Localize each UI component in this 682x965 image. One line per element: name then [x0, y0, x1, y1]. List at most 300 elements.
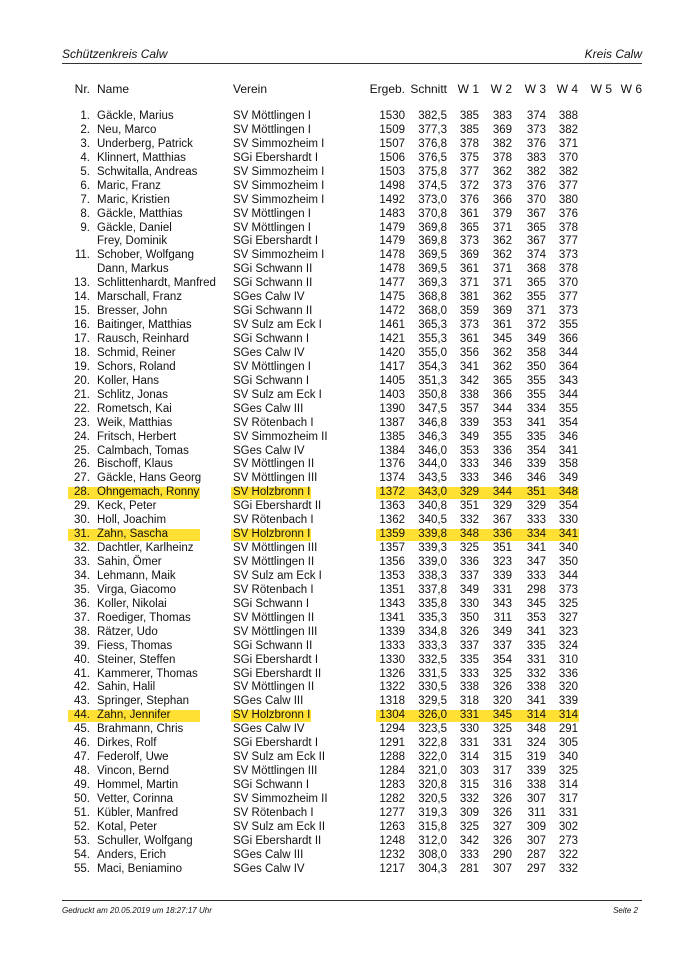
- cell-schnitt: 339,8: [418, 528, 447, 541]
- cell-nr: 48.: [74, 765, 90, 778]
- cell-w3: 331: [526, 653, 546, 666]
- cell-w3: 287: [526, 848, 546, 861]
- cell-name: Fiess, Thomas: [97, 639, 173, 652]
- table-row: [0, 235, 682, 249]
- table-row: [0, 681, 682, 695]
- cell-w4: 350: [558, 556, 578, 568]
- table-row: [0, 124, 682, 138]
- cell-w4: 327: [558, 611, 578, 624]
- cell-ergeb: 1333: [379, 639, 405, 652]
- cell-w1: 369: [459, 249, 479, 262]
- cell-verein: SV Simmozheim II: [233, 430, 328, 443]
- cell-ergeb: 1277: [379, 806, 405, 819]
- cell-nr: 15.: [74, 305, 90, 318]
- cell-verein: SV Simmozheim II: [233, 792, 328, 805]
- cell-name: Sahin, Halil: [97, 681, 156, 694]
- cell-nr: 52.: [74, 820, 90, 833]
- cell-schnitt: 355,3: [418, 333, 447, 345]
- cell-nr: 47.: [74, 751, 90, 764]
- cell-verein: SV Rötenbach I: [233, 806, 314, 819]
- cell-w3: 345: [526, 597, 546, 610]
- cell-w2: 371: [492, 263, 512, 276]
- cell-w4: 370: [558, 277, 578, 290]
- cell-ergeb: 1353: [379, 569, 405, 582]
- header-divider: [62, 63, 642, 64]
- cell-ergeb: 1421: [379, 333, 405, 345]
- table-row: [0, 765, 682, 779]
- cell-w1: 373: [459, 319, 479, 332]
- cell-schnitt: 329,5: [418, 695, 447, 708]
- cell-w2: 361: [492, 319, 512, 332]
- cell-w1: 330: [459, 723, 479, 736]
- cell-schnitt: 365,3: [418, 319, 447, 332]
- table-row: [0, 180, 682, 194]
- cell-name: Kotal, Peter: [97, 820, 158, 833]
- cell-w2: 351: [492, 542, 512, 555]
- cell-verein: SGes Calw IV: [233, 346, 305, 359]
- col-w1: W 1: [457, 82, 479, 96]
- cell-ergeb: 1341: [379, 611, 405, 624]
- cell-nr: 1.: [80, 110, 90, 122]
- cell-w1: 381: [459, 291, 479, 304]
- cell-w4: 354: [558, 500, 578, 513]
- cell-nr: 9.: [80, 221, 90, 234]
- cell-w2: 337: [492, 639, 512, 652]
- cell-w4: 324: [558, 639, 578, 652]
- cell-w1: 333: [459, 472, 479, 485]
- cell-w2: 354: [492, 653, 512, 666]
- cell-name: Brahmann, Chris: [97, 723, 184, 736]
- cell-schnitt: 369,3: [418, 277, 447, 290]
- cell-verein: SV Möttlingen I: [233, 207, 311, 220]
- cell-w4: 382: [558, 123, 578, 136]
- cell-verein: SGi Schwann I: [233, 333, 310, 345]
- cell-w1: 314: [459, 751, 479, 764]
- cell-schnitt: 322,8: [418, 737, 447, 750]
- cell-nr: 35.: [74, 583, 90, 596]
- cell-w3: 319: [526, 751, 546, 764]
- cell-w3: 338: [526, 779, 546, 791]
- cell-schnitt: 331,5: [418, 667, 447, 680]
- cell-verein: SV Möttlingen II: [233, 458, 315, 471]
- cell-verein: SV Simmozheim I: [233, 249, 325, 262]
- col-verein: Verein: [233, 82, 268, 96]
- cell-w3: 365: [526, 277, 546, 290]
- cell-name: Anders, Erich: [97, 848, 167, 861]
- table-row: [0, 375, 682, 389]
- cell-w4: 339: [558, 695, 578, 708]
- cell-schnitt: 369,8: [418, 235, 447, 248]
- cell-w1: 375: [459, 151, 479, 164]
- cell-name: Zahn, Sascha: [97, 528, 168, 541]
- cell-w4: 340: [558, 542, 578, 555]
- cell-w3: 376: [526, 137, 546, 150]
- cell-name: Schmid, Reiner: [97, 346, 176, 359]
- cell-schnitt: 369,5: [418, 263, 447, 276]
- cell-ergeb: 1232: [379, 848, 405, 861]
- cell-w3: 333: [526, 569, 546, 582]
- cell-w1: 377: [459, 165, 479, 178]
- cell-schnitt: 343,0: [418, 486, 447, 499]
- cell-name: Rätzer, Udo: [97, 625, 158, 638]
- cell-verein: SGi Ebershardt II: [233, 500, 322, 513]
- cell-name: Springer, Stephan: [97, 695, 190, 708]
- cell-w1: 365: [459, 221, 479, 234]
- cell-name: Kammerer, Thomas: [97, 667, 198, 680]
- cell-w2: 365: [492, 374, 512, 387]
- table-row: [0, 222, 682, 236]
- table-row: [0, 849, 682, 863]
- cell-w3: 341: [526, 416, 546, 429]
- cell-ergeb: 1478: [379, 249, 405, 262]
- cell-w2: 326: [492, 806, 512, 819]
- cell-nr: 43.: [74, 695, 90, 708]
- cell-nr: 22.: [74, 402, 90, 415]
- cell-w4: 322: [558, 848, 578, 861]
- cell-w3: 334: [526, 528, 546, 541]
- cell-w1: 332: [459, 792, 479, 805]
- cell-verein: SGi Schwann II: [233, 305, 313, 318]
- cell-ergeb: 1288: [379, 751, 405, 764]
- cell-verein: SGi Schwann II: [233, 263, 313, 276]
- cell-name: Baitinger, Matthias: [97, 319, 192, 332]
- cell-w3: 338: [526, 681, 546, 694]
- cell-schnitt: 355,0: [418, 346, 447, 359]
- cell-verein: SV Rötenbach I: [233, 514, 314, 527]
- cell-w1: 318: [459, 695, 479, 708]
- cell-w4: 302: [558, 820, 578, 833]
- cell-ergeb: 1374: [379, 472, 405, 485]
- cell-w3: 382: [526, 165, 546, 178]
- cell-verein: SV Sulz am Eck I: [233, 319, 322, 332]
- col-name: Name: [97, 82, 130, 96]
- cell-nr: 4.: [80, 151, 90, 164]
- table-row: [0, 528, 682, 542]
- table-row: [0, 138, 682, 152]
- cell-verein: SV Möttlingen I: [233, 123, 311, 136]
- cell-ergeb: 1248: [379, 834, 405, 847]
- cell-w1: 332: [459, 514, 479, 527]
- cell-w1: 337: [459, 639, 479, 652]
- cell-w3: 367: [526, 207, 546, 220]
- cell-verein: SGi Ebershardt I: [233, 737, 319, 750]
- cell-ergeb: 1506: [379, 151, 405, 164]
- cell-w3: 347: [526, 556, 546, 568]
- table-row: [0, 723, 682, 737]
- table-row: [0, 542, 682, 556]
- cell-w3: 332: [526, 667, 546, 680]
- cell-ergeb: 1498: [379, 179, 405, 192]
- cell-w1: 335: [459, 653, 479, 666]
- cell-w2: 382: [492, 137, 512, 150]
- cell-w2: 326: [492, 681, 512, 694]
- cell-verein: SGi Ebershardt I: [233, 653, 319, 666]
- cell-w1: 333: [459, 667, 479, 680]
- cell-w4: 366: [558, 333, 578, 345]
- cell-w2: 331: [492, 583, 512, 596]
- cell-schnitt: 375,8: [418, 165, 447, 178]
- cell-schnitt: 321,0: [418, 765, 447, 778]
- cell-w4: 354: [558, 416, 578, 429]
- cell-nr: 30.: [74, 514, 90, 527]
- cell-nr: 18.: [74, 346, 90, 359]
- cell-w4: 314: [558, 709, 578, 722]
- cell-ergeb: 1363: [379, 500, 405, 513]
- cell-schnitt: 376,8: [418, 137, 447, 150]
- cell-w1: 333: [459, 458, 479, 471]
- cell-w1: 372: [459, 179, 479, 192]
- cell-w2: 344: [492, 402, 512, 415]
- table-row: [0, 305, 682, 319]
- cell-name: Holl, Joachim: [97, 514, 167, 527]
- cell-w1: 303: [459, 765, 479, 778]
- cell-w4: 373: [558, 305, 578, 318]
- cell-nr: 20.: [74, 374, 90, 387]
- cell-name: Roediger, Thomas: [97, 611, 191, 624]
- cell-name: Keck, Peter: [97, 500, 157, 513]
- header-association: Schützenkreis Calw: [62, 47, 168, 61]
- cell-w1: 376: [459, 193, 479, 206]
- cell-ergeb: 1339: [379, 625, 405, 638]
- cell-w4: 349: [558, 472, 578, 485]
- cell-w3: 329: [526, 500, 546, 513]
- cell-schnitt: 346,0: [418, 444, 447, 457]
- cell-ergeb: 1509: [379, 123, 405, 136]
- cell-w2: 366: [492, 388, 512, 401]
- cell-ergeb: 1282: [379, 792, 405, 805]
- cell-w3: 358: [526, 346, 546, 359]
- cell-ergeb: 1376: [379, 458, 405, 471]
- cell-verein: SV Holzbronn I: [233, 709, 311, 722]
- col-w3: W 3: [524, 82, 546, 96]
- table-row: [0, 668, 682, 682]
- cell-ergeb: 1385: [379, 430, 405, 443]
- cell-verein: SGi Schwann II: [233, 277, 313, 290]
- cell-w1: 309: [459, 806, 479, 819]
- cell-w1: 385: [459, 110, 479, 122]
- cell-w1: 315: [459, 779, 479, 791]
- cell-schnitt: 333,3: [418, 639, 447, 652]
- cell-schnitt: 373,0: [418, 193, 447, 206]
- cell-name: Klinnert, Matthias: [97, 151, 186, 164]
- col-ergeb: Ergeb.: [369, 82, 405, 96]
- cell-w3: 355: [526, 388, 546, 401]
- cell-verein: SGi Ebershardt I: [233, 151, 319, 164]
- cell-name: Schors, Roland: [97, 360, 176, 373]
- cell-ergeb: 1384: [379, 444, 405, 457]
- cell-verein: SGi Ebershardt II: [233, 667, 322, 680]
- cell-schnitt: 312,0: [418, 834, 447, 847]
- cell-nr: 46.: [74, 737, 90, 750]
- cell-w1: 329: [459, 486, 479, 499]
- cell-ergeb: 1503: [379, 165, 405, 178]
- cell-w3: 348: [526, 723, 546, 736]
- cell-w1: 333: [459, 848, 479, 861]
- cell-nr: 8.: [80, 207, 90, 220]
- cell-name: Gäckle, Matthias: [97, 207, 183, 220]
- cell-schnitt: 335,3: [418, 611, 447, 624]
- col-w4: W 4: [556, 82, 578, 96]
- cell-nr: 37.: [74, 611, 90, 624]
- cell-w3: 334: [526, 402, 546, 415]
- cell-ergeb: 1356: [379, 556, 405, 568]
- cell-w2: 353: [492, 416, 512, 429]
- cell-w4: 331: [558, 806, 578, 819]
- cell-nr: 26.: [74, 458, 90, 471]
- cell-w3: 309: [526, 820, 546, 833]
- cell-name: Koller, Nikolai: [97, 597, 167, 610]
- cell-nr: 34.: [74, 569, 90, 582]
- cell-schnitt: 340,8: [418, 500, 447, 513]
- cell-name: Federolf, Uwe: [97, 751, 169, 764]
- table-row: [0, 403, 682, 417]
- header-district: Kreis Calw: [584, 47, 642, 61]
- cell-w2: 311: [493, 611, 512, 624]
- cell-nr: 49.: [74, 779, 90, 791]
- cell-w3: 367: [526, 235, 546, 248]
- cell-w4: 332: [558, 862, 578, 875]
- cell-w4: 380: [558, 193, 578, 206]
- cell-verein: SV Möttlingen I: [233, 110, 311, 122]
- cell-w3: 339: [526, 458, 546, 471]
- cell-name: Virga, Giacomo: [97, 583, 177, 596]
- cell-name: Sahin, Ömer: [97, 556, 162, 568]
- cell-schnitt: 334,8: [418, 625, 447, 638]
- cell-ergeb: 1390: [379, 402, 405, 415]
- column-headers: [0, 82, 682, 97]
- col-w5: W 5: [590, 82, 612, 96]
- table-row: [0, 598, 682, 612]
- cell-w2: 307: [492, 862, 512, 875]
- cell-name: Hommel, Martin: [97, 779, 179, 791]
- col-schnitt: Schnitt: [410, 82, 447, 96]
- cell-nr: 25.: [74, 444, 90, 457]
- cell-w4: 305: [558, 737, 578, 750]
- cell-name: Neu, Marco: [97, 123, 157, 136]
- cell-w4: 310: [558, 653, 578, 666]
- cell-w4: 370: [558, 151, 578, 164]
- cell-w4: 355: [558, 319, 578, 332]
- cell-schnitt: 347,5: [418, 402, 447, 415]
- cell-nr: 14.: [74, 291, 90, 304]
- cell-w3: 372: [526, 319, 546, 332]
- cell-w1: 378: [459, 137, 479, 150]
- cell-w4: 340: [558, 751, 578, 764]
- table-row: [0, 556, 682, 570]
- cell-nr: 32.: [74, 542, 90, 555]
- cell-w2: 290: [492, 848, 512, 861]
- cell-verein: SV Möttlingen III: [233, 765, 318, 778]
- cell-w2: 362: [492, 360, 512, 373]
- cell-w1: 359: [459, 305, 479, 318]
- cell-name: Bischoff, Klaus: [97, 458, 173, 471]
- cell-name: Maric, Kristien: [97, 193, 170, 206]
- table-row: [0, 263, 682, 277]
- cell-name: Rometsch, Kai: [97, 402, 172, 415]
- cell-w2: 336: [492, 444, 512, 457]
- cell-w1: 339: [459, 416, 479, 429]
- cell-nr: 23.: [74, 416, 90, 429]
- cell-w2: 366: [492, 193, 512, 206]
- cell-w1: 325: [459, 542, 479, 555]
- cell-w1: 338: [459, 681, 479, 694]
- cell-ergeb: 1387: [379, 416, 405, 429]
- cell-nr: 41.: [74, 667, 90, 680]
- cell-verein: SV Sulz am Eck I: [233, 388, 322, 401]
- cell-w2: 378: [492, 151, 512, 164]
- cell-verein: SV Möttlingen I: [233, 360, 311, 373]
- cell-schnitt: 346,3: [418, 430, 447, 443]
- cell-nr: 40.: [74, 653, 90, 666]
- cell-nr: 31.: [74, 528, 90, 541]
- table-row: [0, 361, 682, 375]
- cell-ergeb: 1291: [379, 737, 405, 750]
- cell-nr: 39.: [74, 639, 90, 652]
- cell-ergeb: 1530: [379, 110, 405, 122]
- cell-verein: SV Sulz am Eck II: [233, 751, 326, 764]
- cell-w4: 317: [558, 792, 578, 805]
- cell-verein: SGes Calw IV: [233, 291, 305, 304]
- cell-w2: 346: [492, 472, 512, 485]
- cell-w3: 307: [526, 834, 546, 847]
- cell-ergeb: 1479: [379, 221, 405, 234]
- cell-w4: 378: [558, 263, 578, 276]
- table-row: [0, 640, 682, 654]
- cell-w3: 370: [526, 193, 546, 206]
- cell-w4: 341: [558, 444, 578, 457]
- cell-name: Vetter, Corinna: [97, 792, 174, 805]
- cell-w1: 385: [459, 123, 479, 136]
- cell-name: Schwitalla, Andreas: [97, 165, 198, 178]
- cell-w2: 343: [492, 597, 512, 610]
- table-row: [0, 654, 682, 668]
- table-row: [0, 737, 682, 751]
- table-row: [0, 431, 682, 445]
- cell-verein: SV Holzbronn I: [233, 528, 311, 541]
- cell-ergeb: 1472: [379, 305, 405, 318]
- cell-schnitt: 337,8: [418, 583, 447, 596]
- cell-verein: SV Holzbronn I: [233, 486, 311, 499]
- table-row: [0, 793, 682, 807]
- cell-w4: 355: [558, 402, 578, 415]
- cell-w3: 341: [526, 542, 546, 555]
- cell-w4: 358: [558, 458, 578, 471]
- cell-schnitt: 319,3: [418, 806, 447, 819]
- cell-verein: SGi Schwann I: [233, 374, 310, 387]
- cell-name: Weik, Matthias: [97, 416, 173, 429]
- cell-nr: 50.: [74, 792, 90, 805]
- cell-w1: 341: [459, 360, 479, 373]
- table-row: [0, 570, 682, 584]
- cell-schnitt: 326,0: [418, 709, 447, 722]
- cell-w2: 345: [492, 709, 512, 722]
- cell-w2: 355: [492, 430, 512, 443]
- cell-w1: 371: [459, 277, 479, 290]
- cell-name: Marschall, Franz: [97, 291, 182, 304]
- cell-w1: 361: [459, 333, 479, 345]
- cell-w3: 314: [526, 709, 546, 722]
- cell-schnitt: 343,5: [418, 472, 447, 485]
- cell-ergeb: 1362: [379, 514, 405, 527]
- cell-w1: 361: [459, 263, 479, 276]
- cell-nr: 17.: [74, 333, 90, 345]
- cell-nr: 19.: [74, 360, 90, 373]
- cell-w3: 311: [527, 806, 546, 819]
- cell-nr: 28.: [74, 486, 90, 499]
- cell-w4: 343: [558, 374, 578, 387]
- cell-schnitt: 346,8: [418, 416, 447, 429]
- cell-schnitt: 368,8: [418, 291, 447, 304]
